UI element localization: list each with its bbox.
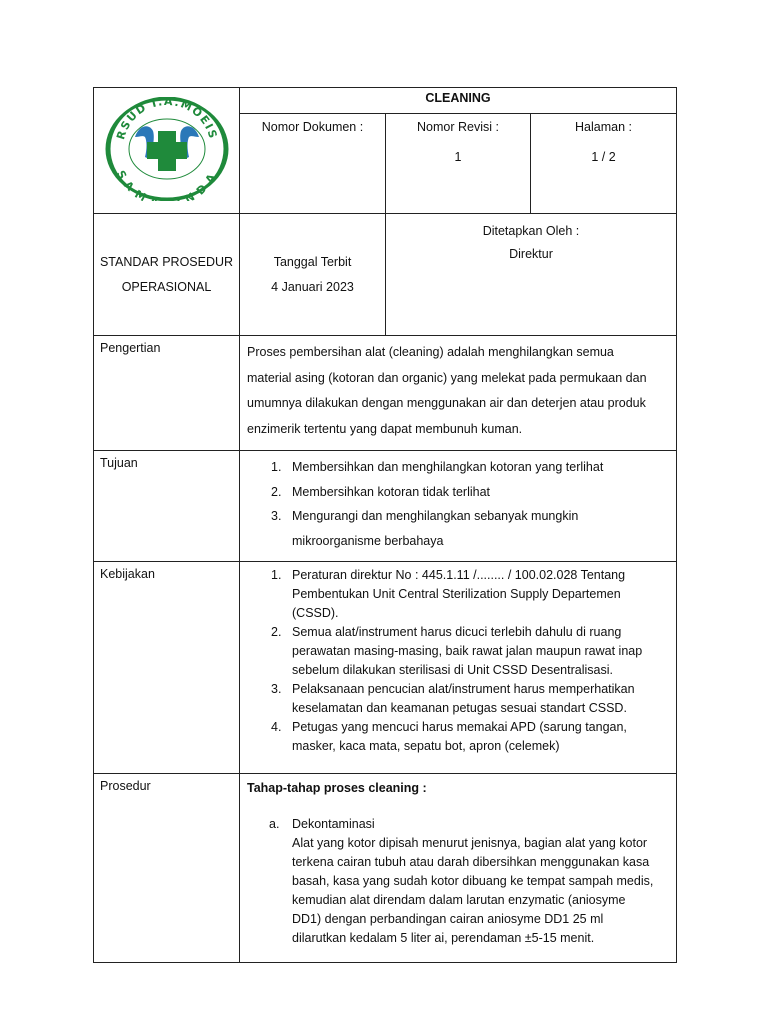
tanggal-terbit-value: 4 Januari 2023 (271, 279, 354, 294)
nomor-revisi-cell (386, 114, 531, 214)
tanggal-terbit-label: Tanggal Terbit (273, 254, 352, 269)
ditetapkan-label: Ditetapkan Oleh : (482, 224, 580, 238)
list-item: 4. Petugas yang mencuci harus memakai APD (sarung tangan, masker, kaca mata, sepatu bot, apron (celemek) (271, 720, 627, 753)
prosedur-label: Prosedur (94, 774, 240, 963)
nomor-dokumen-label: Nomor Dokumen : (261, 120, 364, 134)
pengertian-content (240, 336, 677, 451)
kebijakan-list (247, 566, 666, 756)
kebijakan-content (240, 562, 677, 774)
list-item: 3. Mengurangi dan menghilangkan sebanyak mungkin mikroorganisme berbahaya (271, 509, 579, 548)
nomor-revisi-label: Nomor Revisi : (417, 120, 499, 134)
nomor-revisi-value: 1 (454, 150, 462, 164)
list-item: 2. Semua alat/instrument harus dicuci terlebih dahulu di ruang perawatan masing-masing, baik rawat jalan maupun rawat inap sebelum dilakukan sterilisasi di Unit CSSD Desentralisasi. (271, 625, 643, 677)
logo-top-text: RSUD I.A.MOEIS (113, 97, 220, 142)
prosedur-heading: Tahap-tahap proses cleaning : (247, 781, 427, 795)
halaman-cell (531, 114, 677, 214)
document-title: CLEANING (240, 88, 677, 114)
sop-title-line1: STANDAR PROSEDUR (99, 254, 234, 269)
tujuan-label: Tujuan (94, 451, 240, 562)
kebijakan-label: Kebijakan (94, 562, 240, 774)
list-item: a. Dekontaminasi Alat yang kotor dipisah menurut jenisnya, bagian alat yang kotor terkena cairan tubuh atau darah dibersihkan menggunakan kasa basah, kasa yang sudah kotor dibuang ke tempat sampah medis, kemudian alat direndam dalam larutan enzymatic (aniosyme DD1) dengan perbandingan cairan aniosyme DD1 25 ml dilarutkan kedalam 5 liter ai, perendaman ±5-15 menit. (269, 817, 654, 945)
tujuan-list (247, 455, 666, 553)
sop-table (93, 87, 677, 963)
list-item: 2. Membersihkan kotoran tidak terlihat (271, 484, 491, 499)
sop-title-cell (94, 214, 240, 336)
halaman-value: 1 / 2 (591, 150, 616, 164)
ditetapkan-value: Direktur (509, 247, 553, 261)
list-item: 1. Peraturan direktur No : 445.1.11 /........ / 100.02.028 Tentang Pembentukan Unit Central Sterilization Supply Departemen (CSSD). (271, 568, 626, 620)
hospital-logo (105, 97, 229, 201)
nomor-dokumen-cell (240, 114, 386, 214)
tanggal-terbit-cell (240, 214, 386, 336)
logo-cell (94, 88, 240, 214)
ditetapkan-cell (386, 214, 677, 336)
pengertian-line: enzimerik tertentu yang dapat membunuh kuman. (247, 421, 523, 436)
pengertian-line: Proses pembersihan alat (cleaning) adalah menghilangkan semua (247, 345, 614, 359)
nomor-dokumen-value (240, 134, 385, 150)
list-item: 1. Membersihkan dan menghilangkan kotoran yang terlihat (271, 460, 604, 474)
sop-title-line2: OPERASIONAL (121, 279, 212, 294)
pengertian-line: umumnya dilakukan dengan menggunakan air dan deterjen atau produk (247, 396, 646, 410)
prosedur-item-title: Dekontaminasi (292, 817, 375, 831)
prosedur-content (240, 774, 677, 963)
pengertian-label: Pengertian (94, 336, 240, 451)
tujuan-content (240, 451, 677, 562)
logo-bottom-text: SAM NDA (113, 168, 220, 201)
list-item: 3. Pelaksanaan pencucian alat/instrument harus memperhatikan keselamatan dan keamanan petugas sesuai standart CSSD. (271, 682, 635, 715)
halaman-label: Halaman : (575, 120, 632, 134)
pengertian-line: material asing (kotoran dan organic) yang melekat pada permukaan dan (247, 370, 647, 385)
